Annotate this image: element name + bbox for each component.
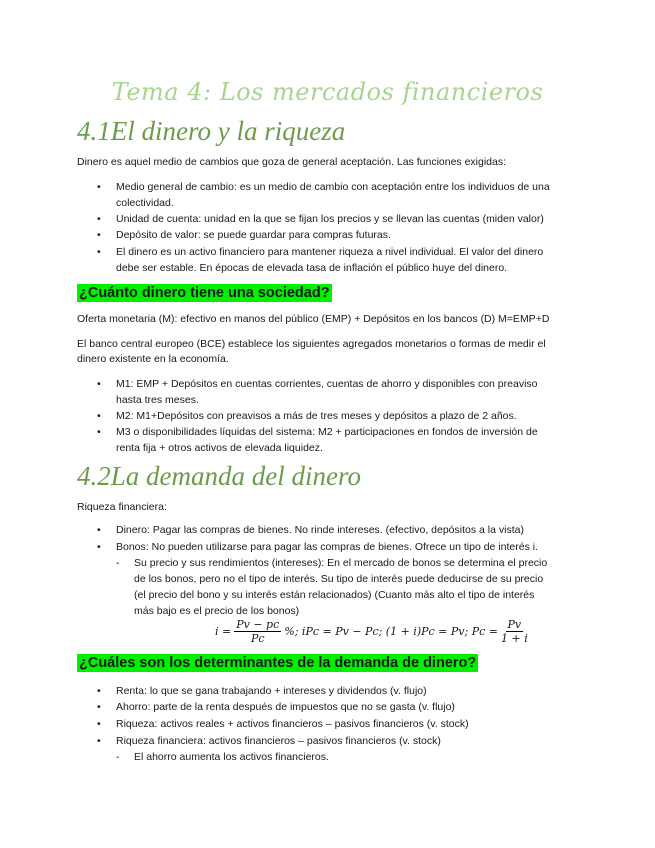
bullet-icon: • <box>97 685 101 697</box>
paragraph-intro: Dinero es aquel medio de cambios que goza de general aceptación. Las funciones exigidas: <box>77 156 507 168</box>
highlighted-question: ¿Cuáles son los determinantes de la demanda de dinero? <box>79 655 477 671</box>
bullet-icon: • <box>97 735 101 747</box>
formula-fraction <box>501 618 528 645</box>
sub-list-item: - Su precio y sus rendimientos (intereses): En el mercado de bonos se determina el precio de los bonos, pero no el tipo de interés. Su tipo de interés puede deducirse de su precio (el precio del bono y su interés están relacionados) (Cuanto más alto el tipo de interés más bajo es el precio de los bonos) <box>116 557 548 617</box>
bullet-icon: • <box>97 229 101 241</box>
list-item: • Unidad de cuenta: unidad en la que se fijan los precios y se llevan las cuentas (miden valor) <box>97 213 544 225</box>
paragraph-riqueza: Riqueza financiera: <box>77 501 167 513</box>
list-item: • M1: EMP + Depósitos en cuentas corrientes, cuentas de ahorro y disponibles con preaviso hasta tres meses. <box>97 378 538 406</box>
formula-middle: %; iPc = Pv − Pc; (1 + i)Pc = Pv; Pc = <box>284 625 498 638</box>
list-item: • Riqueza financiera: activos financieros – pasivos financieros (v. stock) <box>97 735 441 747</box>
list-item: • Riqueza: activos reales + activos financieros – pasivos financieros (v. stock) <box>97 718 469 730</box>
sub-list-item: - El ahorro aumenta los activos financieros. <box>116 751 329 763</box>
formula-fraction <box>234 618 281 645</box>
section-heading-4-1: 4.1El dinero y la riqueza <box>77 116 346 146</box>
bullet-icon: • <box>97 213 101 225</box>
numerator: Pv − pc <box>236 618 280 631</box>
list-item: • Bonos: No pueden utilizarse para pagar las compras de bienes. Ofrece un tipo de interés i. <box>97 541 538 553</box>
bullet-icon: • <box>97 246 101 258</box>
numerator: Pv <box>507 618 522 631</box>
list-item: • Medio general de cambio: es un medio de cambio con aceptación entre los individuos de una colectividad. <box>97 181 550 209</box>
paragraph-oferta: Oferta monetaria (M): efectivo en manos del público (EMP) + Depósitos en los bancos (D) M=EMP+D <box>77 313 550 325</box>
bullet-icon: • <box>97 541 101 553</box>
bond-price-formula <box>215 618 528 645</box>
section-heading-4-2: 4.2La demanda del dinero <box>77 461 361 491</box>
bullet-icon: • <box>97 426 101 438</box>
bullet-icon: • <box>97 378 101 390</box>
bullet-icon: • <box>97 718 101 730</box>
list-item: • M3 o disponibilidades líquidas del sistema: M2 + participaciones en fondos de inversión de renta fija + otros activos de elevada liquidez. <box>97 426 538 454</box>
dash-icon: - <box>116 751 120 763</box>
bullet-icon: • <box>97 701 101 713</box>
denominator: Pc <box>250 632 265 645</box>
bullet-icon: • <box>97 524 101 536</box>
list-item: • Dinero: Pagar las compras de bienes. No rinde intereses. (efectivo, depósitos a la vista) <box>97 524 524 536</box>
list-item: • M2: M1+Depósitos con preavisos a más de tres meses y depósitos a plazo de 2 años. <box>97 410 517 422</box>
dash-icon: - <box>116 557 120 569</box>
paragraph-bce: El banco central europeo (BCE) establece los siguientes agregados monetarios o formas de medir el dinero existente en la economía. <box>77 338 546 365</box>
list-item: • Ahorro: parte de la renta después de impuestos que no se gasta (v. flujo) <box>97 701 455 713</box>
formula-lhs: i = <box>215 625 232 638</box>
list-item: • Renta: lo que se gana trabajando + intereses y dividendos (v. flujo) <box>97 685 427 697</box>
list-item: • El dinero es un activo financiero para mantener riqueza a nivel individual. El valor del dinero debe ser estable. En épocas de elevada tasa de inflación el público huye del dinero. <box>97 246 544 274</box>
bullet-icon: • <box>97 410 101 422</box>
denominator: 1 + i <box>500 632 528 645</box>
list-item: • Depósito de valor: se puede guardar para compras futuras. <box>97 229 391 241</box>
document-title: Tema 4: Los mercados financieros <box>111 78 544 106</box>
highlighted-question: ¿Cuánto dinero tiene una sociedad? <box>79 285 330 301</box>
bullet-icon: • <box>97 181 101 193</box>
